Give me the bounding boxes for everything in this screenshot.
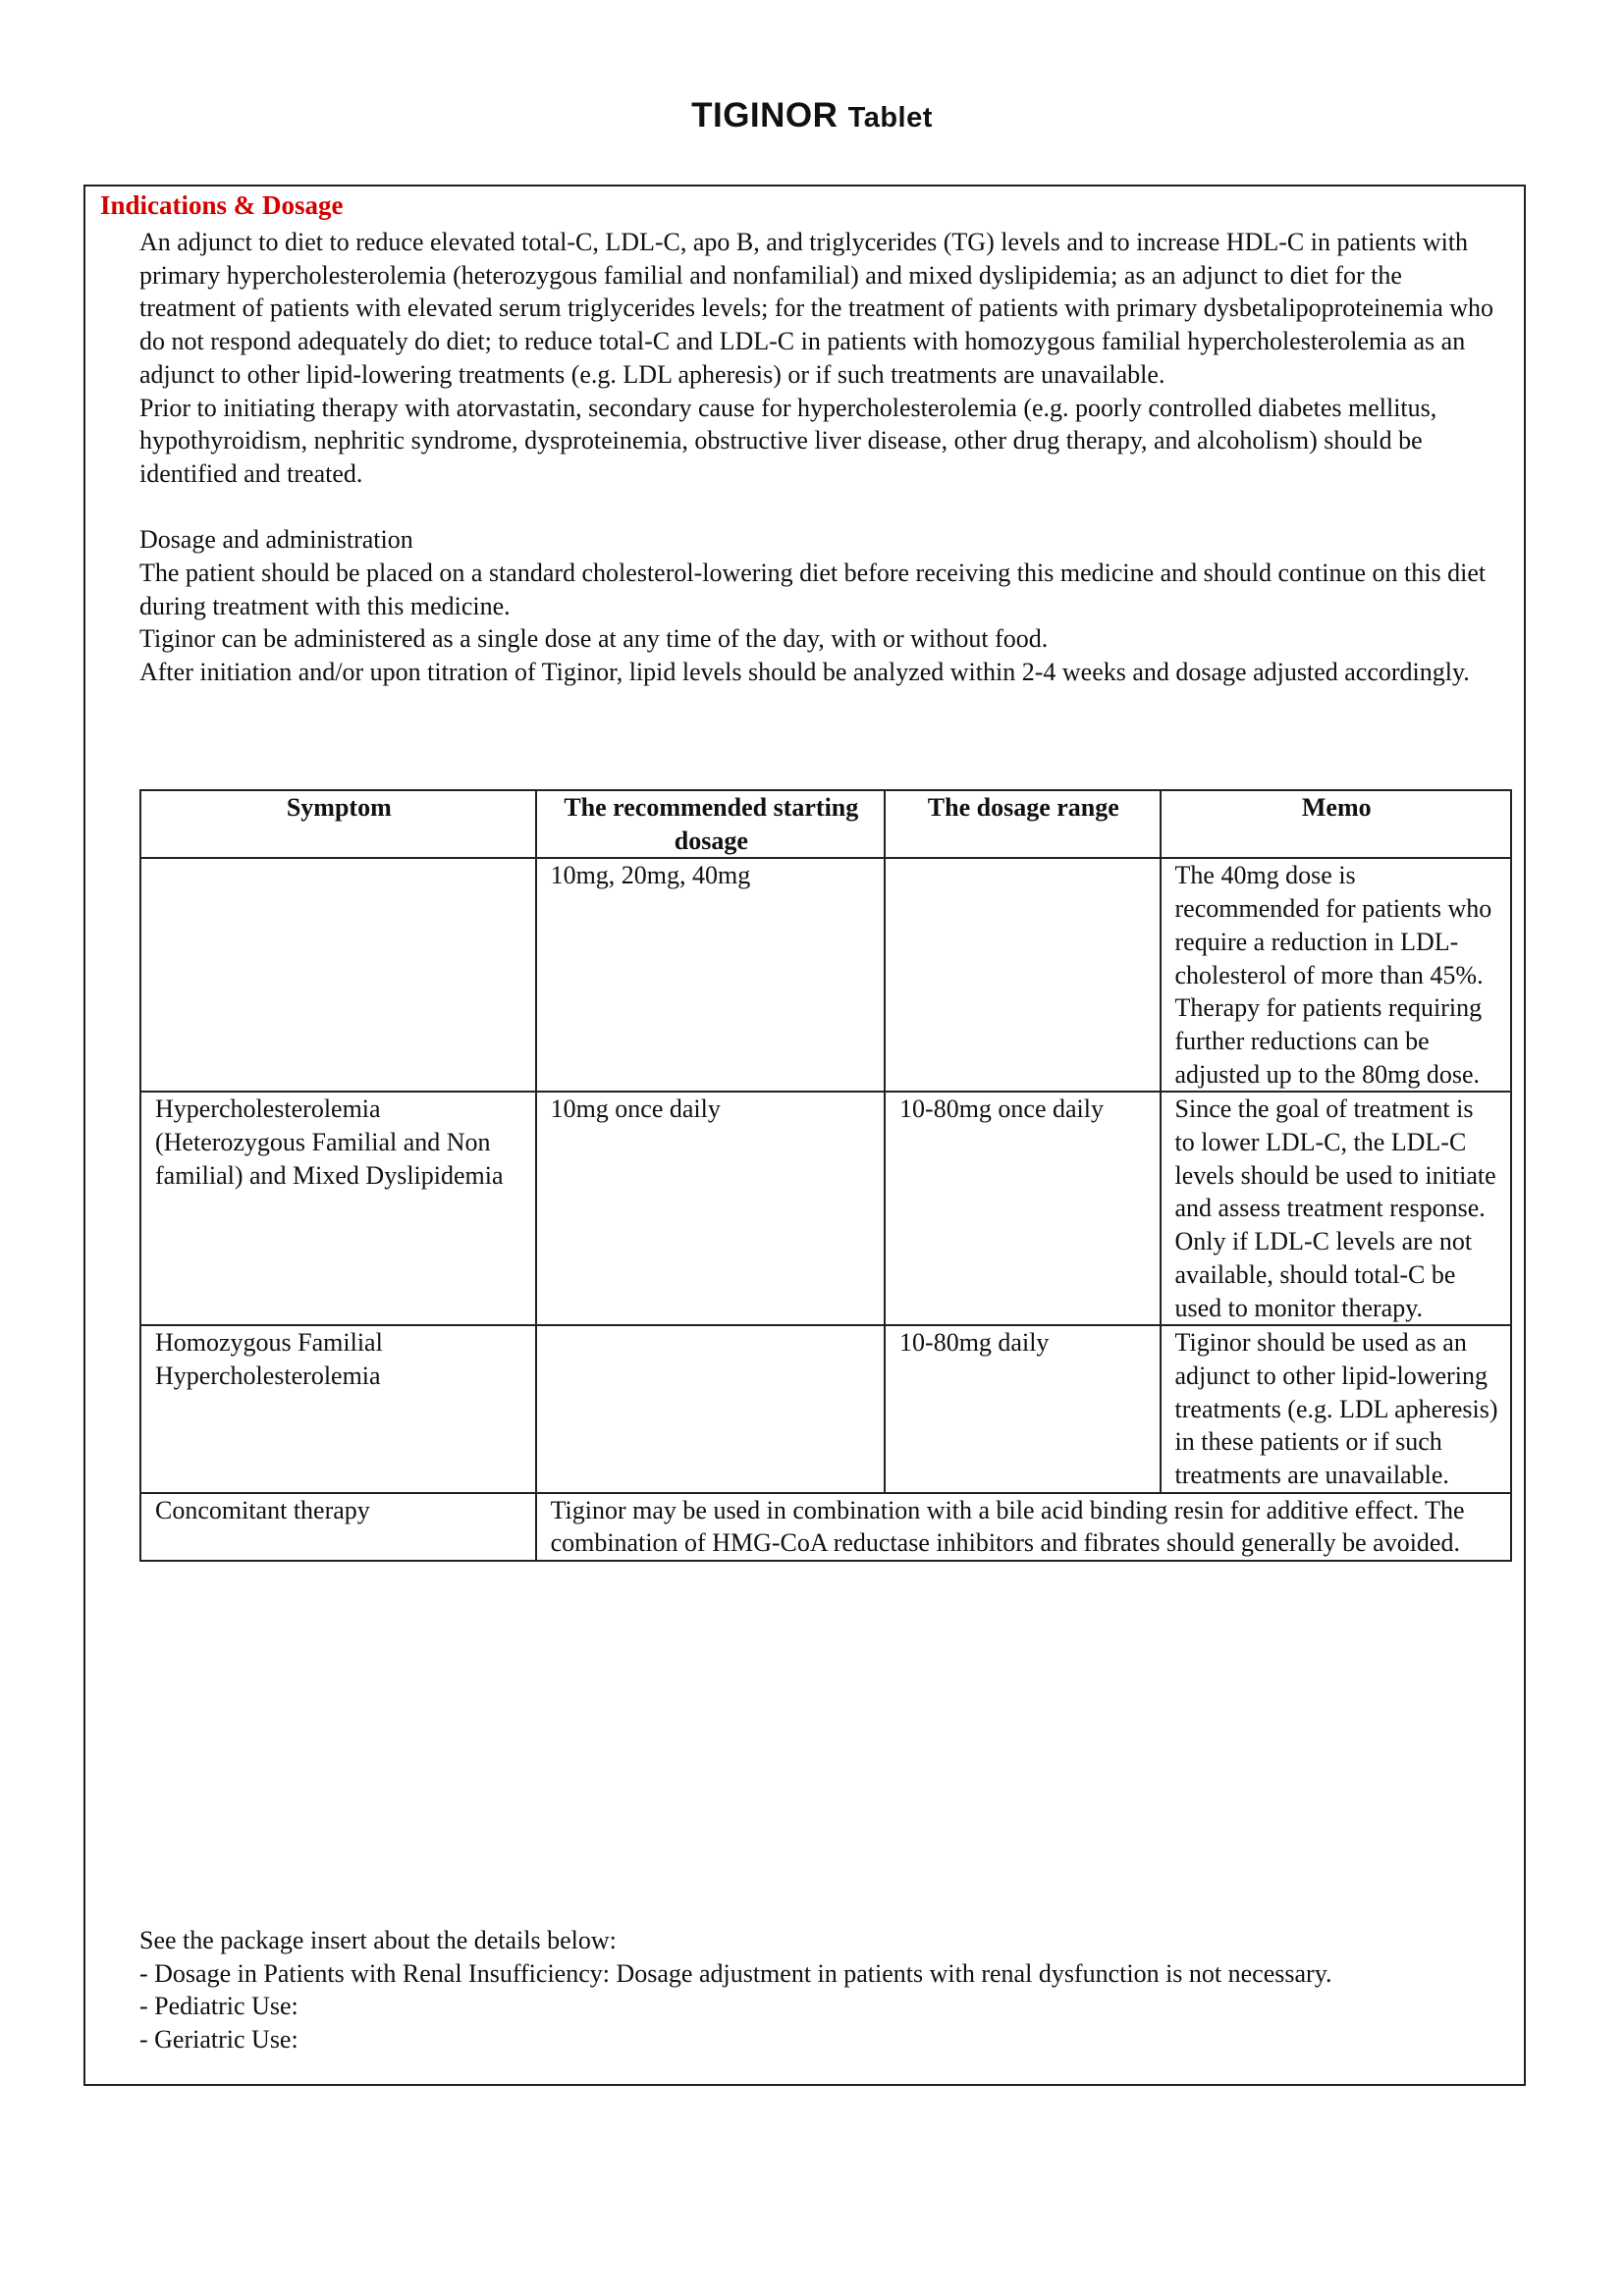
cell-symptom: Hypercholesterolemia (Heterozygous Familial and Non familial) and Mixed Dyslipidemia	[140, 1092, 536, 1325]
indications-paragraph: An adjunct to diet to reduce elevated total-C, LDL-C, apo B, and triglycerides (TG) levels and to increase HDL-C in patients with primary hypercholesterolemia (heterozygous familial and nonfamilial) and mixed dyslipidemia; as an adjunct to diet for the treatment of patients with elevated serum triglycerides levels; for the treatment of patients with primary dysbetalipoproteinemia who do not respond adequately do diet; to reduce total-C and LDL-C in patients with homozygous familial hypercholesterolemia as an adjunct to other lipid-lowering treatments (e.g. LDL apheresis) or if such treatments are unavailable.	[139, 228, 1494, 389]
cell-symptom: Homozygous Familial Hypercholesterolemia	[140, 1325, 536, 1493]
dosage-table	[139, 789, 1512, 1562]
content-frame	[83, 185, 1526, 2086]
dosage-heading: Dosage and administration	[139, 525, 413, 555]
table-row	[140, 858, 1511, 1092]
dosage-paragraph: Tiginor can be administered as a single dose at any time of the day, with or without food.	[139, 624, 1049, 654]
table-header-row	[140, 790, 1511, 858]
column-header-dosage-range: The dosage range	[885, 790, 1160, 858]
cell-symptom: Concomitant therapy	[140, 1493, 536, 1561]
dosage-paragraph: After initiation and/or upon titration of Tiginor, lipid levels should be analyzed within 2-4 weeks and dosage adjusted accordingly.	[139, 658, 1470, 687]
document-title	[0, 96, 1624, 135]
indications-text	[139, 226, 1504, 689]
section-heading: Indications & Dosage	[100, 190, 344, 220]
column-header-memo: Memo	[1161, 790, 1511, 858]
cell-memo: Tiginor should be used as an adjunct to other lipid-lowering treatments (e.g. LDL apheresis) in these patients or if such treatments are unavailable.	[1161, 1325, 1511, 1493]
cell-memo: Since the goal of treatment is to lower LDL-C, the LDL-C levels should be used to initiate and assess treatment response. Only if LDL-C levels are not available, should total-C be used to monitor therapy.	[1161, 1092, 1511, 1325]
cell-concomitant-text: Tiginor may be used in combination with a bile acid binding resin for additive effect. The combination of HMG-CoA reductase inhibitors and fibrates should generally be avoided.	[536, 1493, 1511, 1561]
table-row-concomitant	[140, 1493, 1511, 1561]
title-main: TIGINOR	[691, 96, 839, 134]
cell-starting-dosage: 10mg, 20mg, 40mg	[536, 858, 885, 1092]
notes-item: - Pediatric Use:	[139, 1992, 298, 2021]
cell-dosage-range: 10-80mg once daily	[885, 1092, 1160, 1325]
cell-starting-dosage	[536, 1325, 885, 1493]
notes-item: - Dosage in Patients with Renal Insufficiency: Dosage adjustment in patients with renal dysfunction is not necessary.	[139, 1958, 1332, 1988]
cell-memo: The 40mg dose is recommended for patients who require a reduction in LDL-cholesterol of more than 45%. Therapy for patients requiring further reductions can be adjusted up to the 80mg dose.	[1161, 858, 1511, 1092]
cell-starting-dosage: 10mg once daily	[536, 1092, 885, 1325]
notes-item: - Geriatric Use:	[139, 2025, 298, 2055]
table-row	[140, 1092, 1511, 1325]
dosage-paragraph: The patient should be placed on a standard cholesterol-lowering diet before receiving this medicine and should continue on this diet during treatment with this medicine.	[139, 559, 1487, 620]
cell-symptom	[140, 858, 536, 1092]
title-suffix: Tablet	[847, 102, 933, 133]
package-insert-notes	[139, 1924, 1504, 2056]
indications-paragraph: Prior to initiating therapy with atorvastatin, secondary cause for hypercholesterolemia (e.g. poorly controlled diabetes mellitus, hypothyroidism, nephritic syndrome, dysproteinemia, obstructive liver disease, other drug therapy, and alcoholism) should be identified and treated.	[139, 393, 1437, 488]
column-header-symptom: Symptom	[140, 790, 536, 858]
column-header-starting-dosage: The recommended starting dosage	[536, 790, 885, 858]
cell-dosage-range	[885, 858, 1160, 1092]
cell-dosage-range: 10-80mg daily	[885, 1325, 1160, 1493]
notes-intro: See the package insert about the details below:	[139, 1926, 617, 1954]
table-row	[140, 1325, 1511, 1493]
